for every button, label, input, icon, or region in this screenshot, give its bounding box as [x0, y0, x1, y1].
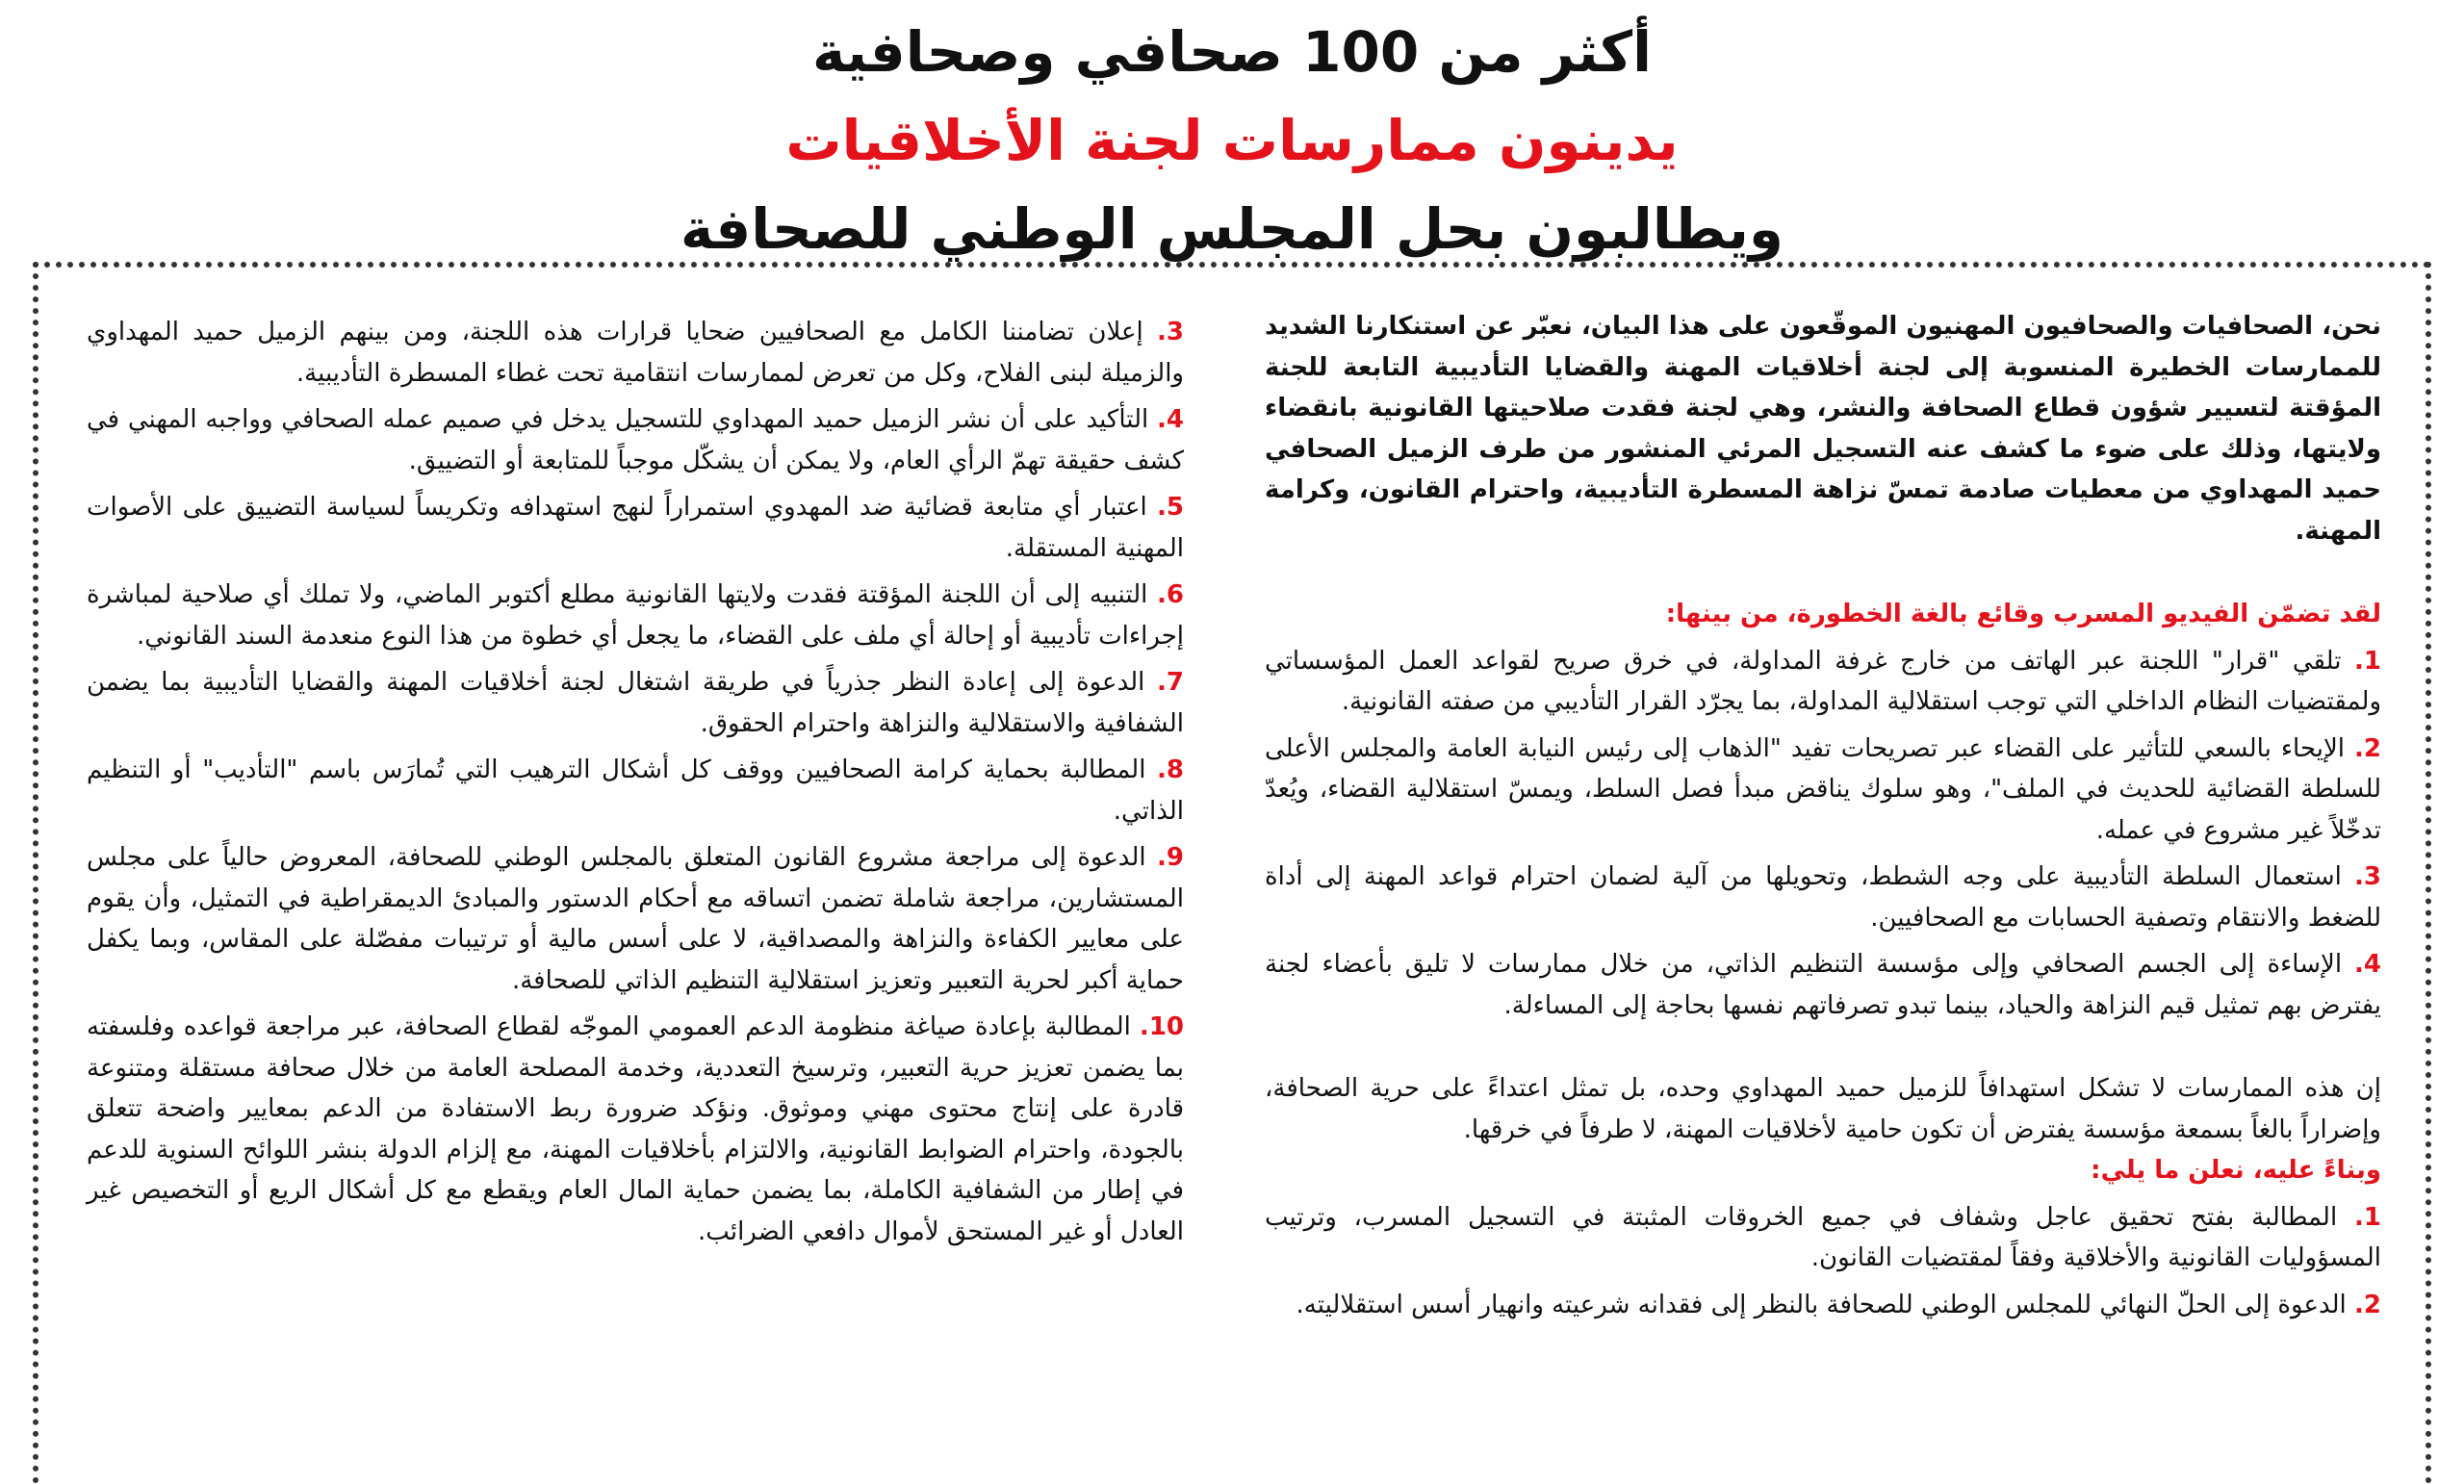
item-number: 6. [1157, 580, 1184, 609]
fact-item [1265, 857, 2381, 938]
item-number: 4. [2354, 950, 2381, 979]
item-text: الدعوة إلى إعادة النظر جذرياً في طريقة اشتغال لجنة أخلاقيات المهنة والقضايا التأديبية بما يضمن الشفافية والاستقلالية والنزاهة واحترام الحقوق. [87, 668, 1184, 738]
item-text: إعلان تضامننا الكامل مع الصحافيين ضحايا قرارات هذه اللجنة، ومن بينهم الزميل حميد المهداوي والزميلة لبنى الفلاح، وكل من تعرض لممارسات انتقامية تحت غطاء المسطرة التأديبية. [87, 318, 1184, 388]
demand-item [1265, 1285, 2381, 1326]
headline-line-3: ويطالبون بحل المجلس الوطني للصحافة [680, 196, 1784, 262]
item-text: المطالبة بحماية كرامة الصحافيين ووقف كل أشكال الترهيب التي تُمارَس باسم "التأديب" أو التنظيم الذاتي. [87, 755, 1184, 826]
fact-item [1265, 641, 2381, 723]
demand-item [87, 750, 1184, 832]
item-text: اعتبار أي متابعة قضائية ضد المهدوي استمراراً لنهج استهدافه وتكريساً لسياسة التضييق على الأصوات المهنية المستقلة. [87, 493, 1184, 563]
headline [0, 8, 2464, 273]
item-number: 3. [1157, 318, 1185, 346]
item-text: الدعوة إلى مراجعة مشروع القانون المتعلق بالمجلس الوطني للصحافة، المعروض حالياً على مجلس المستشارين، مراجعة شاملة تضمن اتساقه مع أحكام الدستور والمبادئ الديمقراطية في التمثيل، وأن يقوم على معايير الكفاءة والنزاهة والمصداقية، لا على أسس مالية أو ترتيبات مفصّلة على المقاس، وبما يكفل حماية أكبر لحرية التعبير وتعزيز استقلالية التنظيم الذاتي للصحافة. [87, 843, 1184, 995]
demand-item [87, 662, 1184, 744]
facts-heading: لقد تضمّن الفيديو المسرب وقائع بالغة الخطورة، من بينها: [1665, 600, 2381, 628]
conclusion-paragraph: إن هذه الممارسات لا تشكل استهدافاً للزميل حميد المهداوي وحده، بل تمثل اعتداءً على حرية الصحافة، وإضراراً بالغاً بسمعة مؤسسة يفترض أن تكون حامية لأخلاقيات المهنة، لا طرفاً في خرقها. [1265, 1074, 2381, 1144]
item-text: المطالبة بفتح تحقيق عاجل وشفاف في جميع الخروقات المثبتة في التسجيل المسرب، وترتيب المسؤوليات القانونية والأخلاقية وفقاً لمقتضيات القانون. [1265, 1202, 2381, 1272]
demand-item [87, 575, 1184, 656]
item-text: التنبيه إلى أن اللجنة المؤقتة فقدت ولايتها القانونية مطلع أكتوبر الماضي، ولا تملك أي صلاحية لمباشرة إجراءات تأديبية أو إحالة أي ملف على القضاء، ما يجعل أي خطوة من هذا النوع منعدمة السند القانوني. [87, 580, 1184, 651]
item-text: استعمال السلطة التأديبية على وجه الشطط، وتحويلها من آلية لضمان احترام قواعد المهنة إلى أداة للضغط والانتقام وتصفية الحسابات مع الصحافيين. [1265, 862, 2381, 933]
item-text: الدعوة إلى الحلّ النهائي للمجلس الوطني للصحافة بالنظر إلى فقدانه شرعيته وانهيار أسس استقلاليته. [1296, 1290, 2347, 1319]
item-number: 4. [1157, 405, 1184, 434]
intro-paragraph: نحن، الصحافيات والصحافيون المهنيون الموقّعون على هذا البيان، نعبّر عن استنكارنا الشديد للممارسات الخطيرة المنسوبة إلى لجنة أخلاقيات المهنة والقضايا التأديبية التابعة للجنة المؤقتة لتسيير شؤون قطاع الصحافة والنشر، وهي لجنة فقدت صلاحيتها القانونية بانقضاء ولايتها، وذلك على ضوء ما كشف عنه التسجيل المرئي المنشور من طرف الزميل الصحافي حميد المهداوي من معطيات صادمة تمسّ نزاهة المسطرة التأديبية، واحترام القانون، وكرامة المهنة. [1265, 312, 2381, 546]
item-text: تلقي "قرار" اللجنة عبر الهاتف من خارج غرفة المداولة، في خرق صريح لقواعد العمل المؤسساتي ولمقتضيات النظام الداخلي التي توجب استقلالية المداولة، بما يجرّد القرار التأديبي من صفته القانونية. [1265, 646, 2381, 716]
item-text: الإساءة إلى الجسم الصحافي وإلى مؤسسة التنظيم الذاتي، من خلال ممارسات لا تليق بأعضاء لجنة يفترض بهم تمثيل قيم النزاهة والحياد، بينما تبدو تصرفاتهم نفسها بحاجة إلى المساءلة. [1265, 950, 2381, 1020]
demand-item [87, 312, 1184, 394]
item-number: 7. [1157, 668, 1185, 697]
fact-item [1265, 944, 2381, 1026]
demands-heading: وبناءً عليه، نعلن ما يلي: [2091, 1156, 2381, 1185]
item-number: 8. [1157, 755, 1184, 784]
demand-item [87, 487, 1184, 569]
item-text: التأكيد على أن نشر الزميل حميد المهداوي للتسجيل يدخل في صميم عمله الصحافي وواجبه المهني في كشف حقيقة تهمّ الرأي العام، ولا يمكن أن يشكّل موجباً للمتابعة أو التضييق. [87, 405, 1184, 475]
item-number: 2. [2354, 733, 2382, 763]
item-number: 5. [1157, 493, 1185, 522]
item-number: 9. [1157, 843, 1185, 872]
demand-item [1265, 1197, 2381, 1279]
right-column [1265, 306, 2381, 1325]
item-number: 3. [2354, 862, 2381, 891]
demand-item [87, 1007, 1184, 1252]
demand-item [87, 399, 1184, 481]
item-number: 10. [1139, 1012, 1184, 1041]
left-column [87, 306, 1184, 1252]
item-number: 1. [2354, 646, 2381, 676]
item-text: المطالبة بإعادة صياغة منظومة الدعم العمومي الموجّه لقطاع الصحافة، عبر مراجعة قواعده وفلسفته بما يضمن تعزيز حرية التعبير، وترسيخ التعددية، وخدمة المصلحة العامة من خلال صحافة مستقلة ومتنوعة قادرة على إنتاج محتوى مهني وموثوق. ونؤكد ضرورة ربط الاستفادة من الدعم بمعايير واضحة تتعلق بالجودة، واحترام الضوابط القانونية، والالتزام بأخلاقيات المهنة، مع إلزام الدولة بنشر اللوائح السنوية للدعم في إطار من الشفافية الكاملة، بما يضمن حماية المال العام ويقطع مع كل أشكال الريع أو التخصيص غير العادل أو غير المستحق لأموال دافعي الضرائب. [87, 1012, 1184, 1246]
headline-line-2: يدينون ممارسات لجنة الأخلاقيات [785, 108, 1679, 173]
item-text: الإيحاء بالسعي للتأثير على القضاء عبر تصريحات تفيد "الذهاب إلى رئيس النيابة العامة والمجلس الأعلى للسلطة القضائية للحديث في الملف"، وهو سلوك يناقض مبدأ فصل السلط، ويمسّ استقلالية القضاء، ويُعدّ تدخّلاً غير مشروع في عمله. [1265, 733, 2381, 845]
demand-item [87, 837, 1184, 1001]
headline-line-1: أكثر من 100 صحافي وصحافية [811, 19, 1653, 85]
item-number: 1. [2354, 1202, 2382, 1232]
item-number: 2. [2354, 1290, 2381, 1319]
fact-item [1265, 729, 2381, 852]
